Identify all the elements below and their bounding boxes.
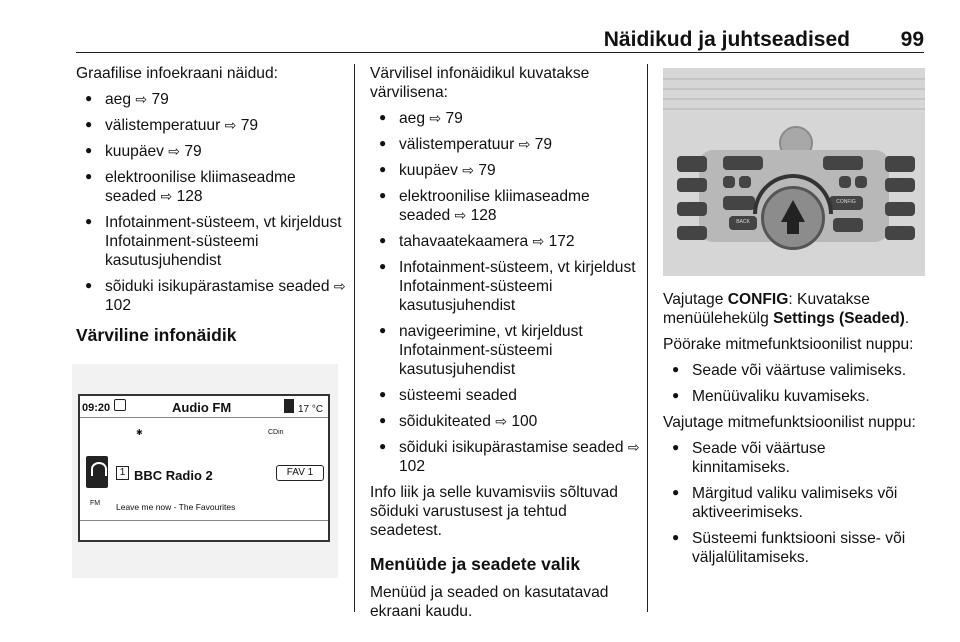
intro-text: Värvilisel infonäidikul kuvatakse värvilisena: xyxy=(370,65,590,101)
page-reference[interactable]: 100 xyxy=(511,413,538,430)
list-item: ● navigeerimine, vt kirjeldust Infotainment-süsteemi kasutusjuhendist xyxy=(370,322,640,379)
rotate-instruction: Pöörake mitmefunktsioonilist nuppu: xyxy=(663,336,914,353)
page-reference[interactable]: 128 xyxy=(470,207,497,224)
radio-icon xyxy=(86,456,108,488)
page-reference[interactable]: 102 xyxy=(399,458,426,475)
list-item: ● Infotainment-süsteem, vt kirjeldust Infotainment-süsteemi kasutusjuhendist xyxy=(370,258,640,315)
list-item: ● Seade või väärtuse kinnitamiseks. xyxy=(663,439,925,477)
panel-button xyxy=(677,226,707,240)
control-panel-figure xyxy=(663,68,925,276)
display-time: 09:20 xyxy=(82,402,111,414)
panel-button xyxy=(677,156,707,172)
list-item: ● välistemperatuur ⇨ 79 xyxy=(370,135,640,154)
favourite-badge: FAV 1 xyxy=(276,465,324,481)
list-item: ● Süsteemi funktsiooni sisse- või väljalülitamiseks. xyxy=(663,529,925,567)
panel-button xyxy=(885,202,915,216)
panel-button xyxy=(885,156,915,172)
list-item: ● Infotainment-süsteem, vt kirjeldust Infotainment-süsteemi kasutusjuhendist xyxy=(76,213,348,270)
panel-button xyxy=(823,156,863,170)
panel-button xyxy=(833,218,863,232)
header-rule xyxy=(76,52,924,53)
list-item: ● elektroonilise kliimaseadme seaded ⇨ 128 xyxy=(76,168,348,206)
reference-arrow-icon: ⇨ xyxy=(333,278,346,294)
list-item: ● Seade või väärtuse valimiseks. xyxy=(663,361,925,380)
reference-arrow-icon: ⇨ xyxy=(160,188,173,204)
color-info-display-figure xyxy=(72,364,338,578)
bullet-list xyxy=(76,90,348,315)
display-source: Audio FM xyxy=(172,400,232,415)
list-item: ● aeg ⇨ 79 xyxy=(370,109,640,128)
intro-text: Graafilise infoekraani näidud: xyxy=(76,65,278,82)
reference-arrow-icon: ⇨ xyxy=(429,110,442,126)
list-item: ● tahavaatekaamera ⇨ 172 xyxy=(370,232,640,251)
list-item: ● sõiduki isikupärastamise seaded ⇨ 102 xyxy=(370,438,640,476)
page-reference[interactable]: 79 xyxy=(184,143,202,160)
list-item: ● Menüüvaliku kuvamiseks. xyxy=(663,387,925,406)
page-header xyxy=(0,0,960,52)
panel-button xyxy=(677,178,707,192)
reference-arrow-icon: ⇨ xyxy=(495,413,507,429)
bluetooth-icon: ✱ xyxy=(136,428,143,437)
reference-arrow-icon: ⇨ xyxy=(518,136,531,152)
page-reference[interactable]: 79 xyxy=(534,136,553,153)
radio-text: Leave me now - The Favourites xyxy=(116,502,236,512)
press-instruction: Vajutage mitmefunktsioonilist nuppu: xyxy=(663,414,916,431)
column-divider xyxy=(647,64,648,612)
settings-label: Settings (Seaded) xyxy=(773,310,905,327)
config-label: CONFIG xyxy=(727,291,789,308)
section-heading: Värviline infonäidik xyxy=(76,325,237,345)
page-reference[interactable]: 172 xyxy=(548,233,575,250)
bullet-list xyxy=(663,439,925,567)
page-reference[interactable]: 79 xyxy=(151,91,169,108)
preset-button xyxy=(723,176,735,188)
page-number: 99 xyxy=(900,28,924,51)
band-label: FM xyxy=(90,500,101,507)
page-reference[interactable]: 128 xyxy=(176,188,203,205)
display-screen xyxy=(78,394,330,542)
reference-arrow-icon: ⇨ xyxy=(627,439,640,455)
preset-button xyxy=(839,176,851,188)
preset-number: 1 xyxy=(116,466,129,480)
page-reference[interactable]: 79 xyxy=(240,117,259,134)
list-item: ● välistemperatuur ⇨ 79 xyxy=(76,116,348,135)
reference-arrow-icon: ⇨ xyxy=(168,143,181,159)
panel-button xyxy=(677,202,707,216)
page-reference[interactable]: 102 xyxy=(105,297,132,314)
bullet-list xyxy=(370,109,640,476)
reference-arrow-icon: ⇨ xyxy=(462,162,475,178)
press-arrow-stem xyxy=(787,220,799,234)
panel-button xyxy=(885,226,915,240)
list-item: ● sõidukiteated ⇨ 100 xyxy=(370,412,640,431)
instruction-text: Vajutage CONFIG: Kuvatakse menüülehekülg Settings (Seaded). xyxy=(663,291,910,327)
page-title: Näidikud ja juhtseadised xyxy=(603,28,850,51)
panel-button xyxy=(723,196,755,210)
reference-arrow-icon: ⇨ xyxy=(224,117,237,133)
page-reference[interactable]: 79 xyxy=(478,162,496,179)
list-item: ● Märgitud valiku valimiseks või aktiveerimiseks. xyxy=(663,484,925,522)
station-name: BBC Radio 2 xyxy=(134,468,213,483)
thermometer-icon xyxy=(284,399,294,413)
display-temperature: 17 °C xyxy=(298,404,324,415)
page-reference[interactable]: 79 xyxy=(445,110,463,127)
column-right xyxy=(663,68,925,574)
display-bottom-bar xyxy=(80,520,328,540)
list-item: ● kuupäev ⇨ 79 xyxy=(76,142,348,161)
list-item: ● elektroonilise kliimaseadme seaded ⇨ 128 xyxy=(370,187,640,225)
reference-arrow-icon: ⇨ xyxy=(135,91,148,107)
cd-in-label: CDin xyxy=(268,429,284,436)
clock-icon xyxy=(114,399,126,411)
list-item: ● kuupäev ⇨ 79 xyxy=(370,161,640,180)
column-middle xyxy=(370,64,640,621)
section-heading: Menüüde ja seadete valik xyxy=(370,554,581,574)
preset-button xyxy=(739,176,751,188)
info-text: Info liik ja selle kuvamisviis sõltuvad sõiduki varustusest ja tehtud seadetest. xyxy=(370,484,618,539)
column-divider xyxy=(354,64,355,612)
reference-arrow-icon: ⇨ xyxy=(532,233,545,249)
list-item: ● süsteemi seaded xyxy=(370,386,640,405)
body-text: Menüüd ja seaded on kasutatavad ekraani kaudu. xyxy=(370,584,609,620)
back-button: BACK xyxy=(729,216,757,230)
reference-arrow-icon: ⇨ xyxy=(454,207,467,223)
bullet-list xyxy=(663,361,925,406)
panel-button xyxy=(723,156,763,170)
column-left xyxy=(76,64,348,578)
display-top-bar xyxy=(80,396,328,418)
panel-button xyxy=(885,178,915,192)
list-item: ● sõiduki isikupärastamise seaded ⇨ 102 xyxy=(76,277,348,315)
press-arrow-icon xyxy=(781,200,805,222)
config-button: CONFIG xyxy=(829,196,863,210)
list-item: ● aeg ⇨ 79 xyxy=(76,90,348,109)
preset-button xyxy=(855,176,867,188)
